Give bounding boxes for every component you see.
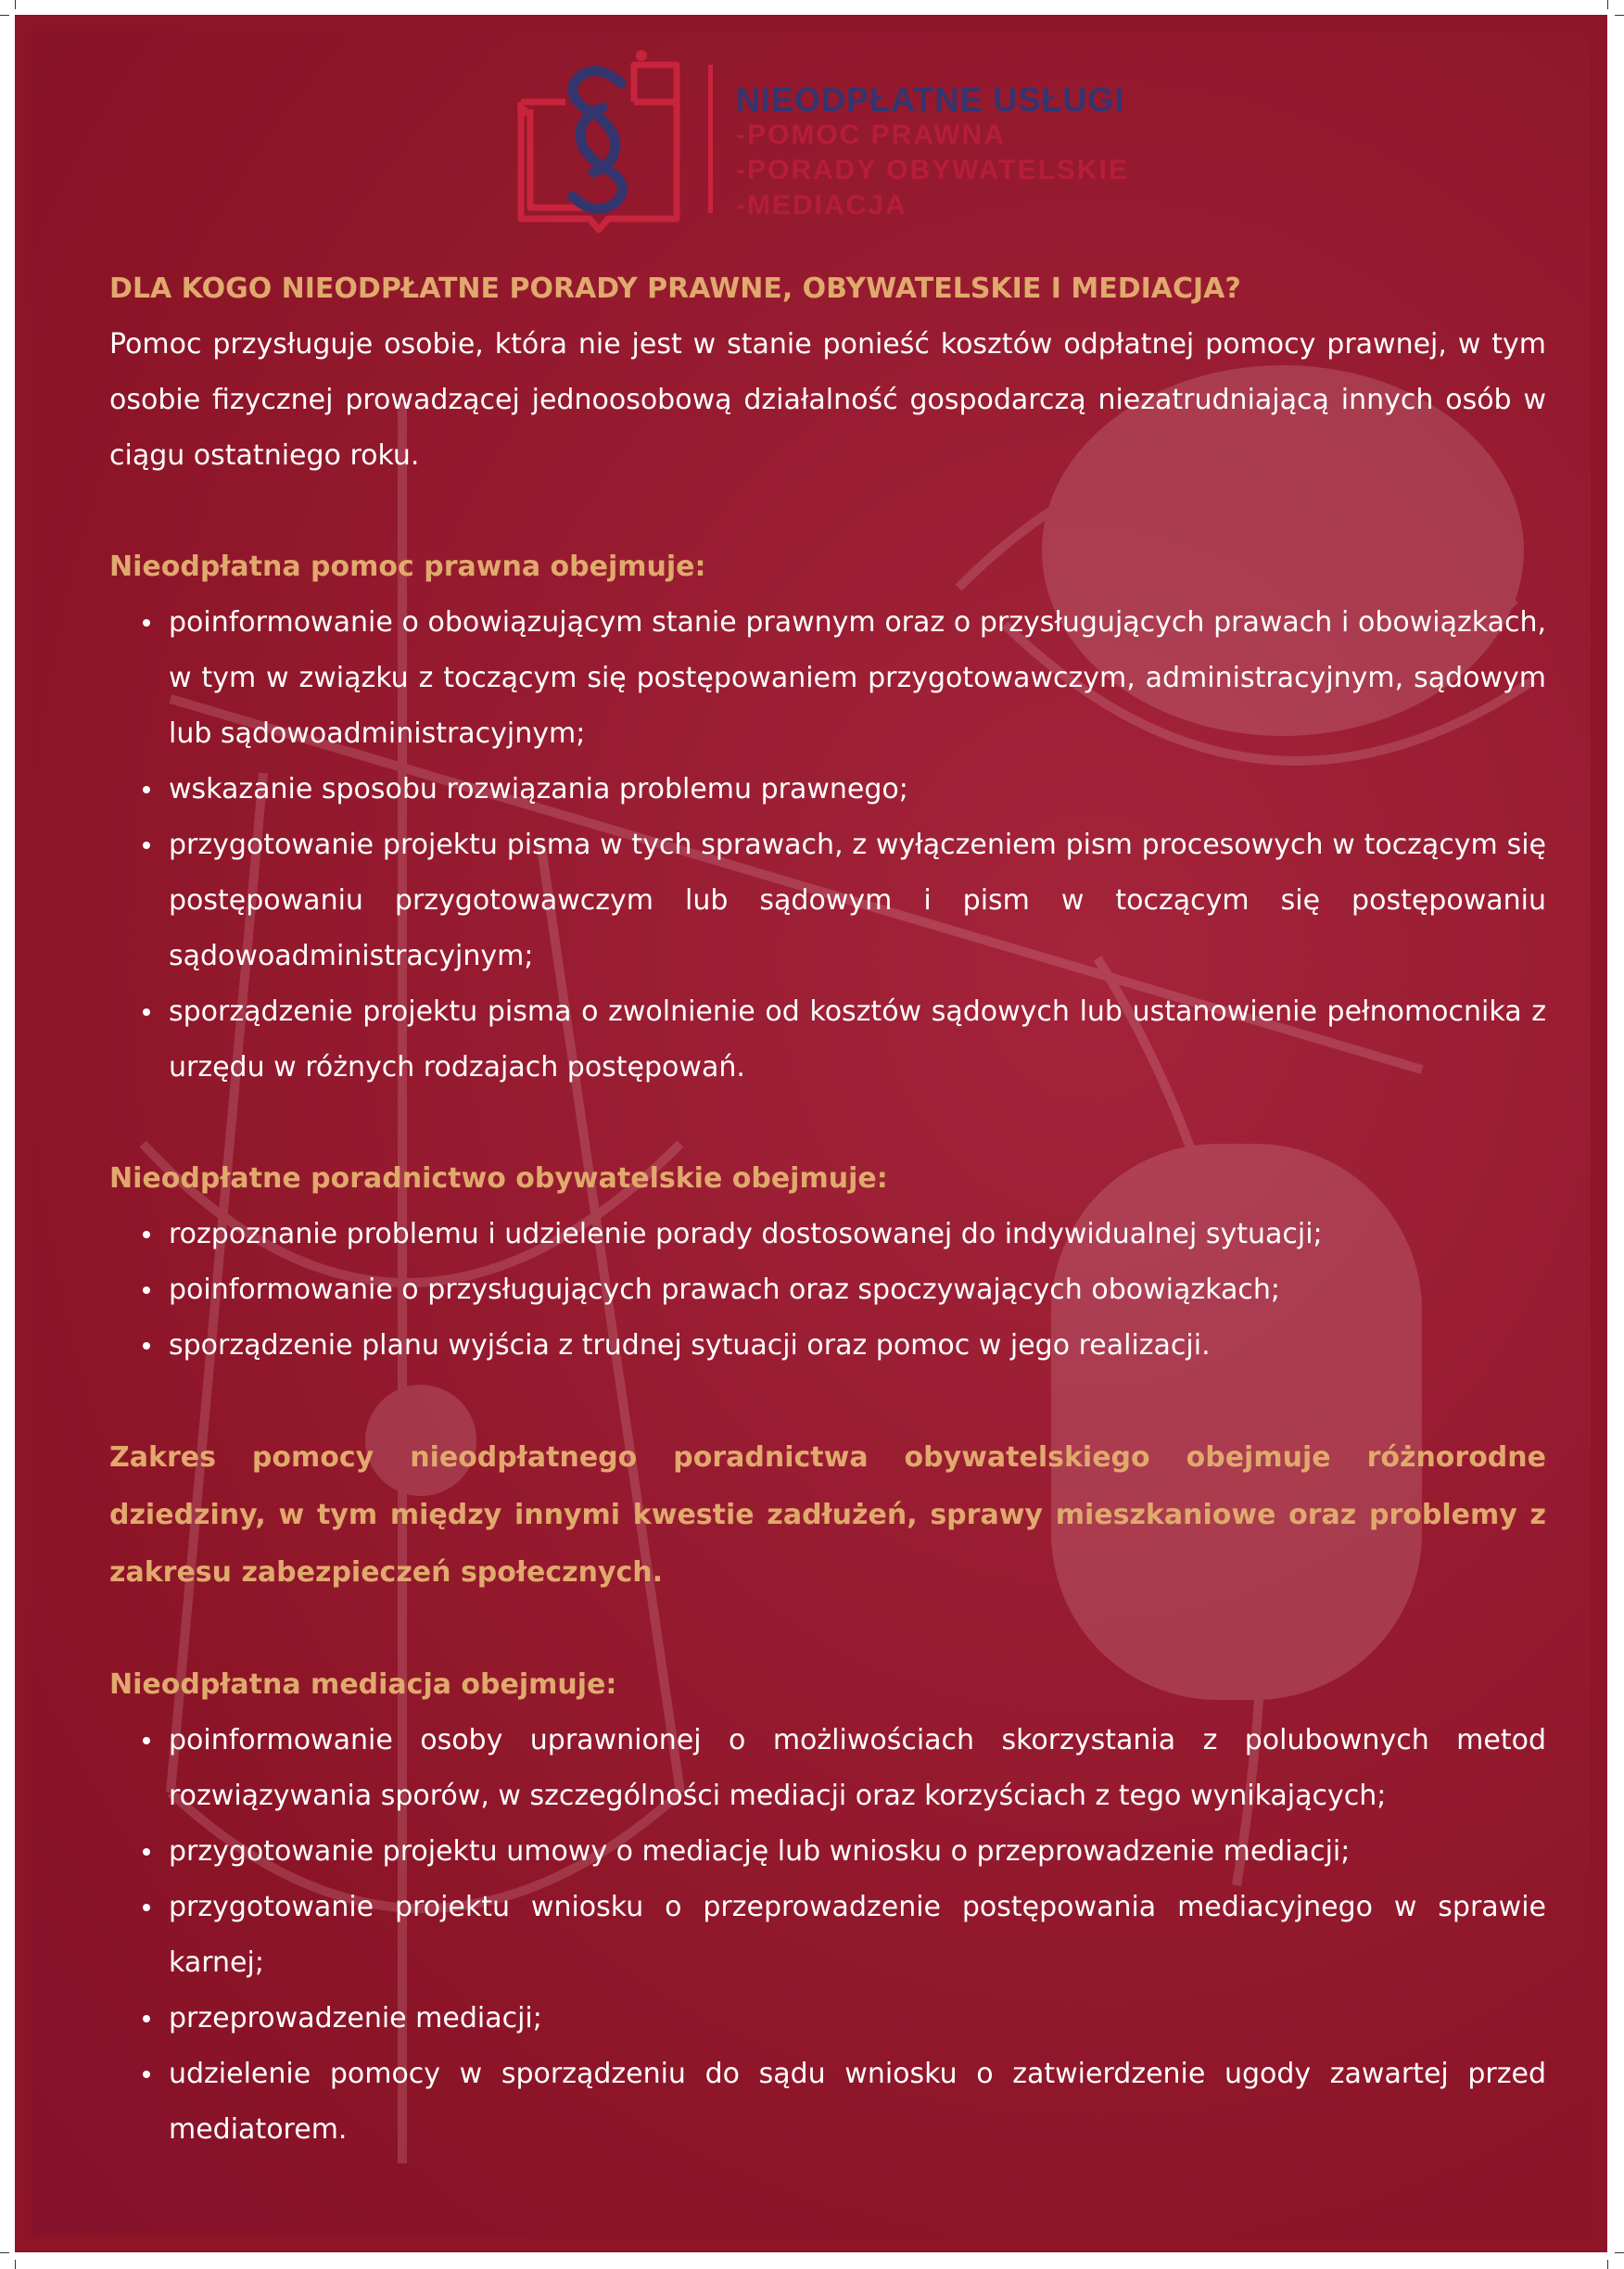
bullet-icon (143, 1342, 150, 1350)
bullet-icon (143, 619, 150, 627)
logo-divider (708, 65, 713, 213)
bullet-icon (143, 1008, 150, 1016)
list-item (109, 818, 1546, 984)
logo (504, 44, 1209, 239)
crop-mark-top-right (1615, 15, 1624, 16)
list-item-text: sporządzenie projektu pisma o zwolnienie od kosztów sądowych lub ustanowienie pełnomocnika z urzędu w różnych rodzajach postępowań. (169, 995, 1546, 1084)
list-item-text: poinformowanie o obowiązującym stanie prawnym oraz o przysługujących prawach i obowiązkach, w tym w związku z toczącym się postępowaniem przygotowawczym, administracyjnym, sądowym lub sądowoadministracyjnym; (169, 606, 1546, 750)
bullet-icon (143, 2015, 150, 2022)
list-item-text: rozpoznanie problemu i udzielenie porady dostosowanej do indywidualnej sytuacji; (169, 1218, 1323, 1250)
flyer-sheet (15, 15, 1607, 2252)
main-content (109, 261, 1546, 2158)
crop-mark-top-left (0, 15, 9, 16)
list-item (109, 1713, 1546, 1824)
list-item (109, 1991, 1546, 2047)
list-item (109, 1824, 1546, 1880)
list-item (109, 762, 1546, 818)
logo-text (736, 82, 1218, 223)
logo-service-mediation: -MEDIACJA (736, 190, 907, 221)
bullet-icon (143, 1287, 150, 1294)
bullet-icon (143, 1848, 150, 1856)
crop-mark-bottom-left-v (15, 2260, 16, 2269)
crop-mark-bottom-left (0, 2252, 9, 2253)
civic-advice-list (109, 1207, 1546, 1374)
scope-statement: Zakres pomocy nieodpłatnego poradnictwa obywatelskiego obejmuje różnorodne dziedziny, w tym między innymi kwestie zadłużeń, sprawy mieszkaniowe oraz problemy z zakresu zabezpieczeń społecznych. (109, 1441, 1546, 1589)
logo-title: NIEODPŁATNE USŁUGI (736, 81, 1125, 119)
list-item-text: wskazanie sposobu rozwiązania problemu prawnego; (169, 773, 908, 805)
list-item (109, 1318, 1546, 1374)
list-item-text: przeprowadzenie mediacji; (169, 2002, 542, 2034)
crop-mark-bottom-right (1615, 2252, 1624, 2253)
civic-advice-heading: Nieodpłatne poradnictwo obywatelskie obejmuje: (109, 1162, 888, 1195)
list-item-text: przygotowanie projektu wniosku o przeprowadzenie postępowania mediacyjnego w sprawie karnej; (169, 1891, 1546, 1979)
list-item-text: przygotowanie projektu pisma w tych sprawach, z wyłączeniem pism procesowych w toczącym się postępowaniu przygotowawczym lub sądowym i pism w toczącym się postępowaniu sądowoadministracyjnym; (169, 829, 1546, 972)
legal-aid-list (109, 595, 1546, 1096)
section-gap (109, 1374, 1546, 1429)
logo-service-civic-advice: -PORADY OBYWATELSKIE (736, 155, 1129, 185)
intro-text: Pomoc przysługuje osobie, która nie jest w stanie ponieść kosztów odpłatnej pomocy prawnej, w tym osobie fizycznej prowadzącej jednoosobową działalność gospodarczą niezatrudniającą innych osób w ciągu ostatniego roku. (109, 328, 1546, 472)
mediation-heading: Nieodpłatna mediacja obejmuje: (109, 1668, 617, 1701)
bullet-icon (143, 1231, 150, 1238)
intro-heading: DLA KOGO NIEODPŁATNE PORADY PRAWNE, OBYWATELSKIE I MEDIACJA? (109, 273, 1241, 305)
crop-mark-top-left-v (15, 0, 16, 9)
bullet-icon (143, 842, 150, 849)
section-gap (109, 1096, 1546, 1151)
paragraph-book-logo-icon (504, 44, 699, 239)
section-gap (109, 484, 1546, 539)
flyer-panel (32, 32, 1591, 2236)
list-item-text: poinformowanie o przysługujących prawach oraz spoczywających obowiązkach; (169, 1274, 1280, 1306)
crop-mark-bottom-right-v (1607, 2260, 1608, 2269)
list-item (109, 2047, 1546, 2158)
list-item-text: sporządzenie planu wyjścia z trudnej sytuacji oraz pomoc w jego realizacji. (169, 1329, 1211, 1362)
list-item (109, 1207, 1546, 1262)
legal-aid-heading: Nieodpłatna pomoc prawna obejmuje: (109, 551, 706, 583)
bullet-icon (143, 1737, 150, 1744)
crop-mark-top-right-v (1607, 0, 1608, 9)
bullet-icon (143, 2071, 150, 2078)
list-item-text: poinformowanie osoby uprawnionej o możliwościach skorzystania z polubownych metod rozwiązywania sporów, w szczególności mediacji oraz korzyściach z tego wynikających; (169, 1724, 1546, 1812)
list-item (109, 1262, 1546, 1318)
list-item-text: przygotowanie projektu umowy o mediację lub wniosku o przeprowadzenie mediacji; (169, 1835, 1351, 1868)
mediation-list (109, 1713, 1546, 2158)
list-item (109, 1880, 1546, 1991)
bullet-icon (143, 786, 150, 793)
section-gap (109, 1602, 1546, 1657)
list-item (109, 595, 1546, 762)
list-item-text: udzielenie pomocy w sporządzeniu do sądu wniosku o zatwierdzenie ugody zawartej przed mediatorem. (169, 2058, 1546, 2146)
list-item (109, 984, 1546, 1096)
logo-service-legal-aid: -POMOC PRAWNA (736, 120, 1006, 150)
bullet-icon (143, 1904, 150, 1911)
